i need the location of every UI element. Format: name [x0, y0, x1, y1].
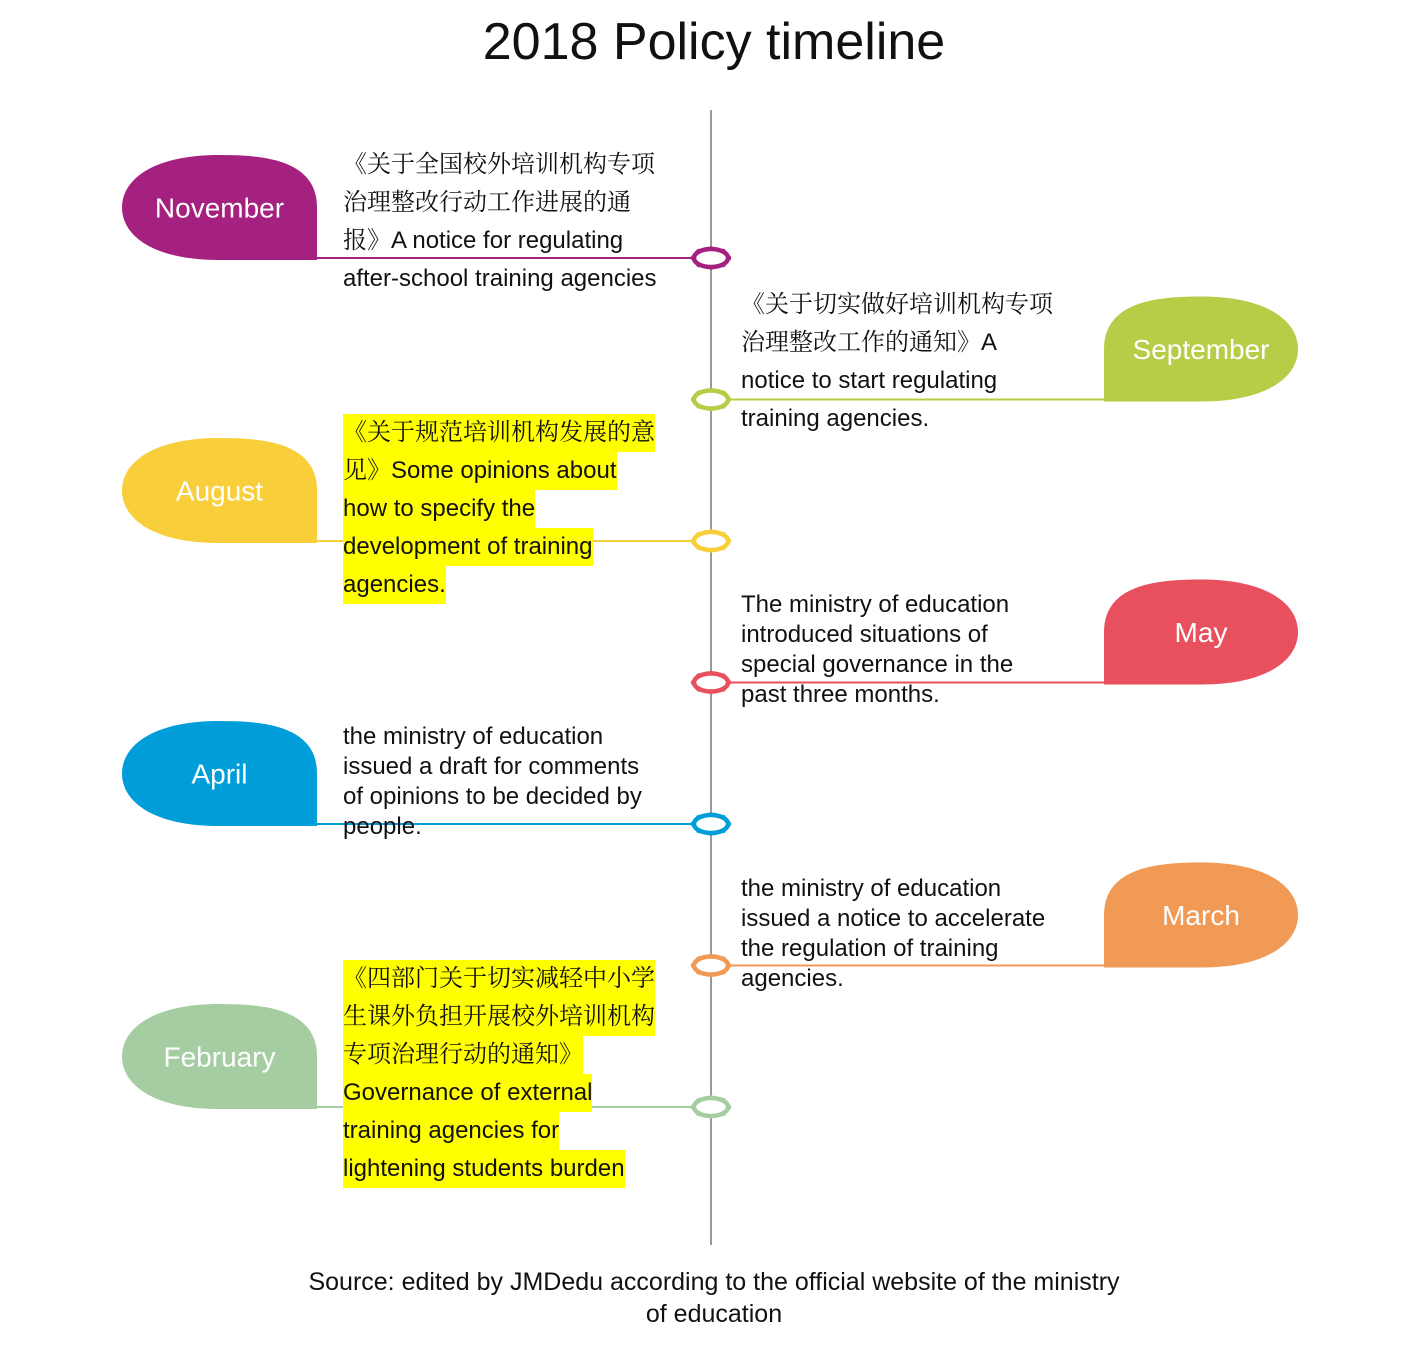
event-description-line: 《四部门关于切实减轻中小学 [343, 960, 655, 998]
timeline-node-august [691, 529, 731, 552]
event-description-april [343, 722, 642, 842]
event-description-line: 《关于全国校外培训机构专项 [343, 151, 655, 178]
event-description-september [741, 286, 1053, 438]
event-description-may [741, 590, 1013, 710]
event-description-line: issued a draft for comments [343, 753, 640, 780]
timeline-node-february [691, 1095, 731, 1118]
event-description-line: of opinions to be decided by [343, 783, 642, 810]
event-description-line: 治理整改行动工作进展的通 [343, 189, 631, 216]
event-description-line: after-school training agencies [343, 265, 657, 292]
event-description-line: issued a notice to accelerate [741, 905, 1046, 932]
event-description-line: 专项治理行动的通知》 [343, 1036, 583, 1074]
source-line: of education [645, 1300, 783, 1328]
timeline-node-november [691, 246, 731, 269]
event-description-line: special governance in the [741, 651, 1014, 678]
month-label-february: February [163, 1041, 276, 1073]
month-label-march: March [1162, 900, 1240, 931]
event-description-line: training agencies. [741, 405, 930, 432]
event-description-line: the regulation of training [741, 935, 999, 962]
event-description-line: training agencies for [343, 1112, 559, 1150]
event-description-line: The ministry of education [741, 591, 1010, 618]
source-note [0, 1266, 1428, 1330]
event-description-line: agencies. [343, 566, 446, 604]
event-description-line: the ministry of education [741, 875, 1002, 902]
event-description-line: 报》A notice for regulating [343, 227, 624, 254]
event-description-august [343, 414, 655, 604]
timeline-node-may [691, 671, 731, 694]
event-description-march [741, 874, 1045, 994]
event-description-line: 《关于切实做好培训机构专项 [741, 291, 1053, 318]
event-description-line: agencies. [741, 965, 844, 992]
event-description-line: 生课外负担开展校外培训机构 [343, 998, 655, 1036]
event-description-line: the ministry of education [343, 723, 604, 750]
month-label-september: September [1132, 334, 1270, 365]
page-title: 2018 Policy timeline [482, 13, 946, 71]
event-description-line: notice to start regulating [741, 367, 998, 394]
event-description-november [343, 146, 657, 298]
event-description-line: Governance of external [343, 1074, 592, 1112]
event-description-line: how to specify the [343, 490, 535, 528]
month-label-may: May [1174, 617, 1228, 648]
timeline-node-april [691, 812, 731, 835]
event-description-line: introduced situations of [741, 621, 988, 648]
event-description-line: 《关于规范培训机构发展的意 [343, 414, 655, 452]
event-description-line: past three months. [741, 681, 940, 708]
event-description-line: 治理整改工作的通知》A [741, 329, 998, 356]
event-description-february [343, 960, 655, 1188]
event-description-line: development of training [343, 528, 593, 566]
month-label-april: April [191, 758, 248, 790]
timeline-node-september [691, 388, 731, 411]
timeline-node-march [691, 954, 731, 977]
source-line: Source: edited by JMDedu according to the official website of the ministry [308, 1268, 1120, 1296]
month-label-august: August [175, 475, 264, 507]
month-label-november: November [154, 192, 285, 224]
event-description-line: 见》Some opinions about [343, 452, 617, 490]
event-description-line: lightening students burden [343, 1150, 625, 1188]
event-description-line: people. [343, 813, 422, 840]
